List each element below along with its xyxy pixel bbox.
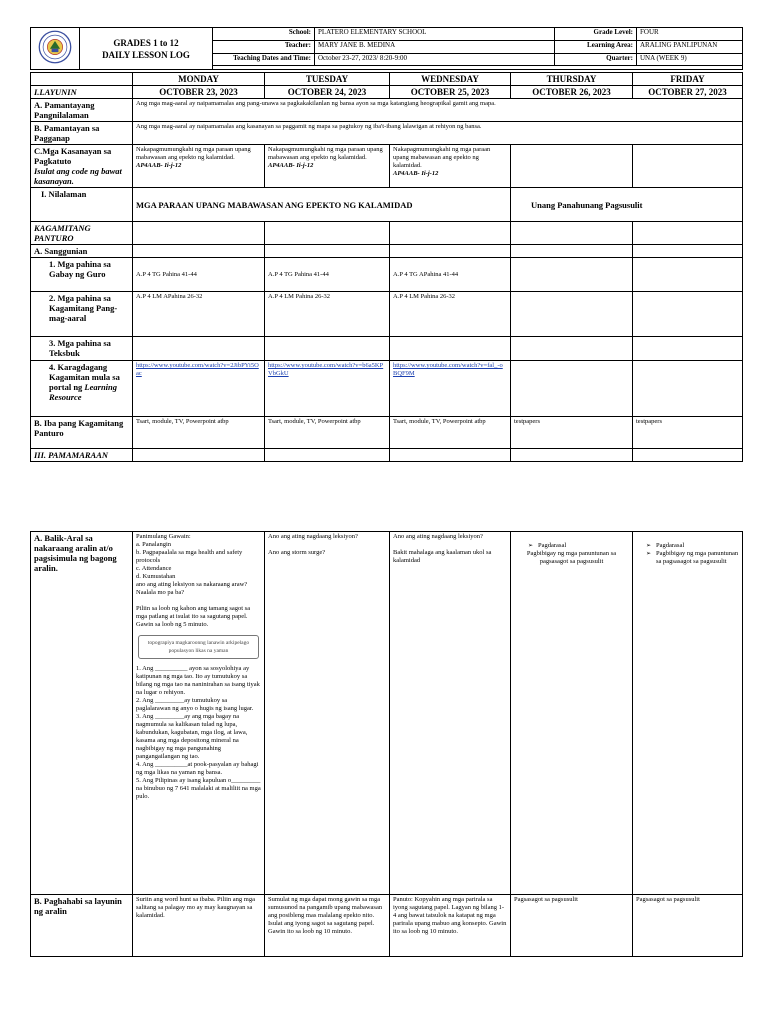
kagamitan-wednesday: A.P 4 LM Pahina 26-32 bbox=[390, 292, 511, 337]
gabay-tuesday: A.P 4 TG Pahina 41-44 bbox=[265, 258, 390, 292]
balik-label: A. Balik-Aral sa nakaraang aralin at/o pagsisimula ng bagong aralin. bbox=[31, 532, 133, 895]
nilalaman-review: Unang Panahunang Pagsusulit bbox=[511, 188, 743, 222]
deped-seal-cell bbox=[31, 28, 80, 70]
iba-thursday: testpapers bbox=[511, 417, 633, 449]
balik-thursday bbox=[511, 532, 633, 895]
school-value: PLATERO ELEMENTARY SCHOOL bbox=[315, 28, 555, 41]
pagganap-label: B. Pamantayan sa Pagganap bbox=[31, 122, 133, 145]
paghahabi-label: B. Paghahabi sa layunin ng aralin bbox=[31, 895, 133, 957]
nilalaman-label: I. Nilalaman bbox=[31, 188, 133, 222]
paghahabi-friday: Pagsasagot sa pagsusulit bbox=[633, 895, 743, 957]
fri-pagdarasal: ➢ Pagdarasal bbox=[646, 542, 739, 550]
iba-label: B. Iba pang Kagamitang Panturo bbox=[31, 417, 133, 449]
school-label: School: bbox=[213, 28, 315, 41]
date-friday: OCTOBER 27, 2023 bbox=[633, 86, 743, 99]
kagamitang-heading: KAGAMITANG PANTURO bbox=[31, 222, 133, 245]
thu-pagdarasal: ➢ Pagdarasal bbox=[528, 542, 629, 550]
teksbuk-label: 3. Mga pahina sa Teksbuk bbox=[31, 337, 133, 361]
lesson-log-table-1 bbox=[30, 72, 743, 462]
youtube-link-monday[interactable]: https://www.youtube.com/watch?v=2JibPYi5Oac bbox=[136, 362, 259, 377]
iba-wednesday: Tsart, module, TV, Powerpoint atbp bbox=[390, 417, 511, 449]
grade-label: Grade Level: bbox=[555, 28, 637, 41]
balik-monday bbox=[133, 532, 265, 895]
youtube-link-tuesday[interactable]: https://www.youtube.com/watch?v=b6a5KPVbGkU bbox=[268, 362, 384, 377]
balik-mon-items: 1. Ang __________ ayon sa sosyolohiya ay katipunan ng mga tao. Ito ay tumutukoy sa bilang ng mga tao na naninirahan sa isang tiyak na lugar o rehiyon. 2. Ang _________ay tumutukoy sa paglalarawan ng anyo o hugis ng isang lugar. 3. Ang _________ay ang mga bagay na nagmumula sa kalikasan tulad ng lupa, kabundukan, kagubatan, mga ilog, at lawa, kasama ang mga depositong mineral na nagbibigay ng mga pangunahing pangangailangan ng tao. 4. Ang __________at pook-pasyalan ay bahagi ng mga likas na yaman ng bansa. 5. Ang Pilipinas ay isang kapuluan o_________ na binubuo ng 7 641 malalaki at maliliit na mga pulo. bbox=[136, 665, 261, 800]
lesson-log-table-2 bbox=[30, 531, 743, 957]
iba-monday: Tsart, module, TV, Powerpoint atbp bbox=[133, 417, 265, 449]
pagganap-text: Ang mga mag-aaral ay naipamamalas ang kasanayan sa paggamit ng mapa sa pagtukoy ng iba't-ibang lalawigan at rehiyon ng bansa. bbox=[133, 122, 743, 145]
gabay-wednesday: A.P 4 TG APahina 41-44 bbox=[390, 258, 511, 292]
sanggunian-label: A. Sanggunian bbox=[31, 245, 133, 258]
deped-seal-icon bbox=[38, 30, 72, 64]
paghahabi-wednesday: Panuto: Kopyahin ang mga parirala sa iyong sagutang papel. Lagyan ng bilang 1-4 ang bawat tatsulok na katapat ng mga parirala upang mabuo ang konsepto. Gawin ito sa loob ng 10 minuto. bbox=[390, 895, 511, 957]
iba-tuesday: Tsart, module, TV, Powerpoint atbp bbox=[265, 417, 390, 449]
day-thursday: THURSDAY bbox=[511, 73, 633, 86]
word-choice-box: topograpiya magkaroonng lanawin arkipelago populasyon likas na yaman bbox=[138, 635, 259, 659]
pamantayang-label: A. Pamantayang Pangnilalaman bbox=[31, 99, 133, 122]
dates-label: Teaching Dates and Time: bbox=[213, 53, 315, 66]
teacher-label: Teacher: bbox=[213, 40, 315, 53]
kasanayan-monday: Nakapagmumungkahi ng mga paraan upang mabawasan ang epekto ng kalamidad. AP4AAB- Ii-j-12 bbox=[133, 145, 265, 188]
balik-friday bbox=[633, 532, 743, 895]
balik-mon-intro: Panimulang Gawain: a. Panalangin b. Pagpapaalala sa mga health and safety protocols c. Attendance d. Kumustahan ano ang ating leksiyon sa nakaraang araw? Naalala mo pa ba? bbox=[136, 533, 248, 596]
day-monday: MONDAY bbox=[133, 73, 265, 86]
iba-friday: testpapers bbox=[633, 417, 743, 449]
pamantayang-text: Ang mga mag-aaral ay naipamamalas ang pang-unawa sa pagkakakilanlan ng bansa ayon sa mga katangiang heograpikal gamit ang mapa. bbox=[133, 99, 743, 122]
day-friday: FRIDAY bbox=[633, 73, 743, 86]
paghahabi-tuesday: Sumulat ng mga dapat mong gawin sa mga sumusunod na pangamib upang mabawasan ang posibleng mas malalang epekto nito. Isulat ang iyong sagot sa sagutang papel. Gawin ito sa loob ng 10 minuto. bbox=[265, 895, 390, 957]
gabay-monday: A.P 4 TG Pahina 41-44 bbox=[133, 258, 265, 292]
subject-label: Learning Area: bbox=[555, 40, 637, 53]
kagamitan-label: 2. Mga pahina sa Kagamitang Pang-mag-aaral bbox=[31, 292, 133, 337]
karagdagang-label: 4. Karagdagang Kagamitan mula sa portal ng Learning Resource bbox=[31, 361, 133, 417]
thu-panuntunan: Pagbibigay ng mga panuntunan sa pagsasagot sa pagsusulit bbox=[526, 550, 617, 565]
quarter-label: Quarter: bbox=[555, 53, 637, 66]
kagamitan-monday: A.P 4 LM APahina 26-32 bbox=[133, 292, 265, 337]
balik-tuesday: Ano ang ating nagdaang leksiyon? Ano ang storm surge? bbox=[265, 532, 390, 895]
kasanayan-tuesday: Nakapagmumungkahi ng mga paraan upang mabawasan ang epekto ng kalamidad. AP4AAB- Ii-j-12 bbox=[265, 145, 390, 188]
youtube-link-wednesday[interactable]: https://www.youtube.com/watch?v=fal_-oBQF9M bbox=[393, 362, 503, 377]
header-table bbox=[30, 27, 743, 70]
date-thursday: OCTOBER 26, 2023 bbox=[511, 86, 633, 99]
date-monday: OCTOBER 23, 2023 bbox=[133, 86, 265, 99]
nilalaman-text: MGA PARAAN UPANG MABAWASAN ANG EPEKTO NG KALAMIDAD bbox=[133, 188, 511, 222]
balik-mon-instr: Piliin sa loob ng kahon ang tamang sagot sa mga patlang at isulat ito sa sagutang papel. Gawin sa loob ng 5 minuto. bbox=[136, 605, 251, 628]
day-wednesday: WEDNESDAY bbox=[390, 73, 511, 86]
kasanayan-wednesday: Nakapagmumungkahi ng mga paraan upang mabawasan ang epekto ng kalamidad. AP4AAB- Ii-j-12 bbox=[390, 145, 511, 188]
subject-value: ARALING PANLIPUNAN bbox=[637, 40, 743, 53]
dates-value: October 23-27, 2023/ 8:20-9:00 bbox=[315, 53, 555, 66]
balik-wednesday: Ano ang ating nagdaang leksiyon? Bakit mahalaga ang kaalaman ukol sa kalamidad bbox=[390, 532, 511, 895]
dll-title: GRADES 1 to 12 DAILY LESSON LOG bbox=[80, 28, 213, 70]
date-wednesday: OCTOBER 25, 2023 bbox=[390, 86, 511, 99]
date-tuesday: OCTOBER 24, 2023 bbox=[265, 86, 390, 99]
pamamaraan-heading: III. PAMAMARAAN bbox=[31, 449, 133, 462]
paghahabi-thursday: Pagsasagot sa pagsusulit bbox=[511, 895, 633, 957]
paghahabi-monday: Suriin ang word hunt sa ibaba. Piliin ang mga salitang sa palagay mo ay may kaugnayan sa kalamidad. bbox=[133, 895, 265, 957]
kasanayan-label: C.Mga Kasanayan sa Pagkatuto Isulat ang code ng bawat kasanayan. bbox=[31, 145, 133, 188]
kagamitan-tuesday: A.P 4 LM Pahina 26-32 bbox=[265, 292, 390, 337]
day-tuesday: TUESDAY bbox=[265, 73, 390, 86]
gabay-label: 1. Mga pahina sa Gabay ng Guro bbox=[31, 258, 133, 292]
fri-panuntunan: ➢ Pagbibigay ng mga panuntunan sa pagsasagot sa pagsusulit bbox=[646, 550, 739, 566]
teacher-value: MARY JANE B. MEDINA bbox=[315, 40, 555, 53]
layunin-heading: I.LAYUNIN bbox=[31, 86, 133, 99]
quarter-value: UNA (WEEK 9) bbox=[637, 53, 743, 66]
grade-value: FOUR bbox=[637, 28, 743, 41]
